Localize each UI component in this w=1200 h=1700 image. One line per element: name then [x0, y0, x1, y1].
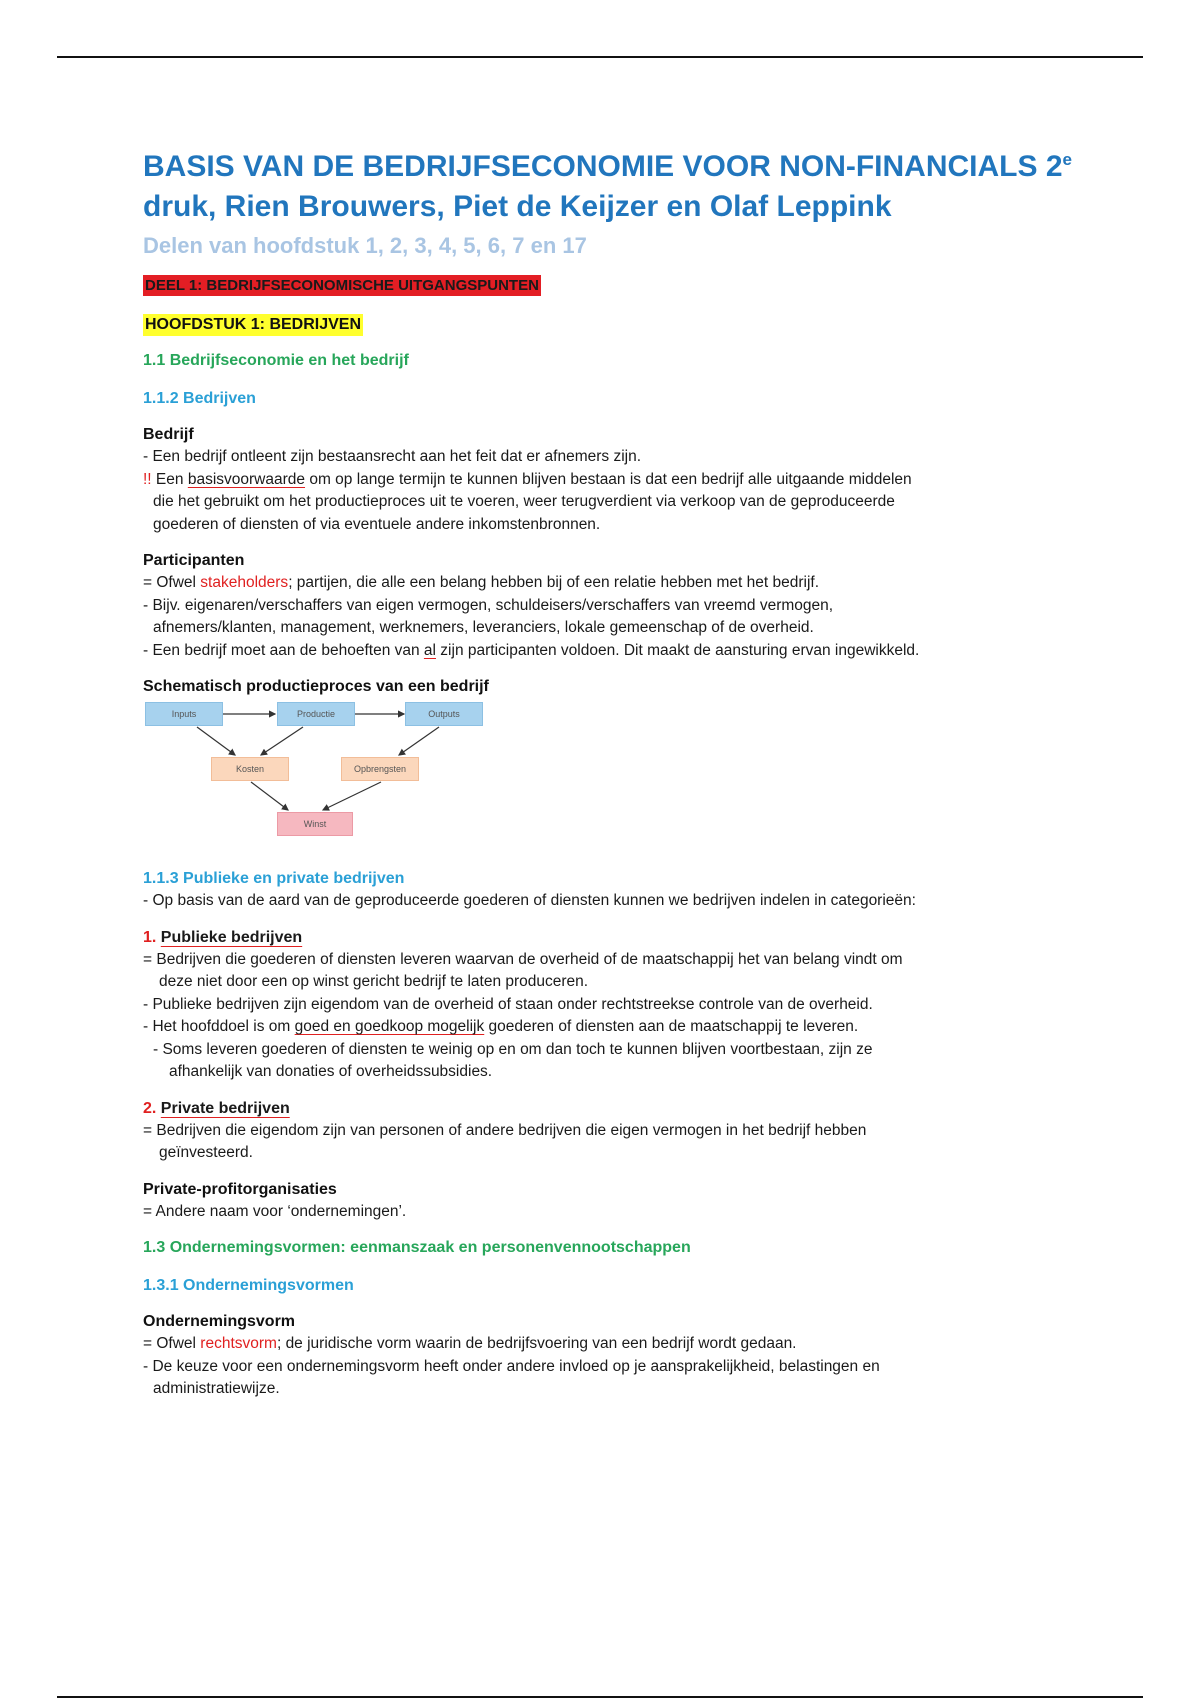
bedrijf-block — [143, 426, 1083, 536]
top-rule — [57, 56, 1143, 58]
profit-text: = Andere naam voor ‘ondernemingen’. — [143, 1202, 407, 1220]
chapter-heading: HOOFDSTUK 1: BEDRIJVEN — [143, 314, 363, 336]
participanten-term: Participanten — [143, 552, 245, 569]
ondernemingsvorm-block — [143, 1313, 1083, 1401]
publieke-bedrijven-block — [143, 929, 1083, 1084]
section-1-3-1-heading: 1.3.1 Ondernemingsvormen — [143, 1277, 354, 1294]
private-bedrijven-heading: 2. Private bedrijven — [143, 1099, 290, 1117]
ondernemingsvorm-term: Ondernemingsvorm — [143, 1313, 296, 1330]
publieke-bedrijven-heading: 1. Publieke bedrijven — [143, 928, 303, 946]
section-1-1-3-text: - Op basis van de aard van de geproduceerde goederen of diensten kunnen we bedrijven indelen in categorieën: — [143, 892, 916, 909]
important-mark: !! — [143, 470, 152, 488]
participanten-text: = Ofwel stakeholders; partijen, die alle een belang hebben bij of een relatie hebben met het bedrijf. - Bijv. eigenaren/verschaffers van eigen vermogen, schuldeisers/verschaffers van vreemd vermogen, afnemers/klanten, management, werknemers, leveranciers, lokale gemeenschap of de overheid. - Een bedrijf moet aan de behoeften van al zijn participanten voldoen. Dit maakt de aansturing ervan ingewikkeld. — [143, 574, 920, 659]
bedrijf-term: Bedrijf — [143, 426, 194, 443]
document-body — [143, 140, 1083, 1417]
productie-box: Productie — [277, 702, 355, 726]
private-bedrijven-block — [143, 1100, 1083, 1165]
private-bedrijven-text: = Bedrijven die eigendom zijn van personen of andere bedrijven die eigen vermogen in het bedrijf hebben geïnvesteerd. — [143, 1121, 867, 1161]
section-1-1-3-heading: 1.1.3 Publieke en private bedrijven — [143, 870, 405, 887]
bedrijf-text: - Een bedrijf ontleent zijn bestaansrecht aan het feit dat er afnemers zijn. !! Een basisvoorwaarde om op lange termijn te kunnen blijven bestaan is dat een bedrijf alle uitgaande middelen die het gebruikt om het productieproces uit te voeren, weer terugverdient via verkoop van de geproduceerde goederen of diensten of via eventuele andere inkomstenbronnen. — [143, 448, 912, 533]
winst-box: Winst — [277, 812, 353, 836]
section-1-1-2-heading: 1.1.2 Bedrijven — [143, 390, 256, 407]
inputs-box: Inputs — [145, 702, 223, 726]
section-1-3-heading: 1.3 Ondernemingsvormen: eenmanszaak en personenvennootschappen — [143, 1239, 691, 1256]
participanten-block — [143, 552, 1083, 662]
section-1-1-heading: 1.1 Bedrijfseconomie en het bedrijf — [143, 352, 409, 369]
profit-term: Private-profitorganisaties — [143, 1180, 337, 1198]
bottom-rule — [57, 1696, 1143, 1698]
schema-term: Schematisch productieproces van een bedrijf — [143, 678, 489, 695]
publieke-bedrijven-text: = Bedrijven die goederen of diensten leveren waarvan de overheid of de maatschappij het van belang vindt om deze niet door een op winst gericht bedrijf te laten produceren. - Publieke bedrijven zijn eigendom van de overheid of staan onder rechtstreekse controle van de overheid. - Het hoofddoel is om goed en goedkoop mogelijk goederen of diensten aan de maatschappij te leveren. - Soms leveren goederen of diensten te weinig op en om dan toch te kunnen blijven voortbestaan, zijn ze afhankelijk van donaties of overheidssubsidies. — [143, 950, 903, 1080]
ondernemingsvorm-text: = Ofwel rechtsvorm; de juridische vorm waarin de bedrijfsvoering van een bedrijf wordt gedaan. - De keuze voor een ondernemingsvorm heeft onder andere invloed op je aansprakelijkheid, belastingen en administratiewijze. — [143, 1335, 880, 1397]
kosten-box: Kosten — [211, 757, 289, 781]
outputs-box: Outputs — [405, 702, 483, 726]
document-subtitle: Delen van hoofdstuk 1, 2, 3, 4, 5, 6, 7 en 17 — [143, 233, 587, 258]
part-heading: DEEL 1: BEDRIJFSECONOMISCHE UITGANGSPUNTEN — [145, 277, 539, 294]
opbrengsten-box: Opbrengsten — [341, 757, 419, 781]
schema-block — [143, 678, 1083, 850]
profit-block — [143, 1181, 1083, 1224]
document-title: BASIS VAN DE BEDRIJFSECONOMIE VOOR NON-FINANCIALS 2e druk, Rien Brouwers, Piet de Keijzer en Olaf Leppink — [143, 150, 1072, 223]
production-process-diagram — [143, 700, 483, 850]
